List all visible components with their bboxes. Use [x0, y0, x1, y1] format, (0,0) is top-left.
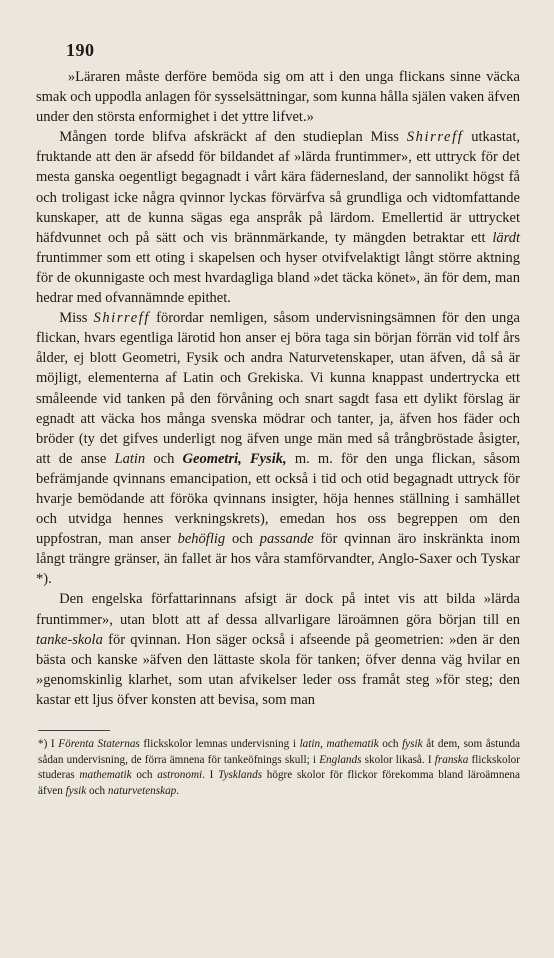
text-run: och [145, 450, 183, 467]
page-number: 190 [66, 40, 95, 60]
text-run: och [378, 738, 403, 750]
emphasized-text: Englands [319, 753, 362, 766]
text-run: för qvinnan. Hon säger också i afseende på geometrien: »den är den bästa och kanske »äfven den lättaste skola för tanken; öfver denna väg hvilar en »genomskinlig klarhet, som utan afvikelser leder oss framåt steg »för steg; den kastar ett ljus öfver konsten att bevisa, som man [36, 631, 520, 708]
text-run: Den engelska författarinnans afsigt är dock på intet vis att bilda »lärda fruntimmer», utan blott att af dessa allvarligare läroämnen göra början till en [36, 591, 520, 628]
paragraph [36, 308, 520, 589]
text-run: Miss [59, 310, 94, 327]
text-run: utkastat, fruktande att den är afsedd för bildandet af »lärda fruntimmer», ett uttryck för det mesta ganska oegentligt begagnadt i vårt kära fädernesland, der sannolikt högst få och troligast icke några qvinnor lyckas förvärfva så grundliga och vidtomfattande kunskaper, att de kunna sägas ega anspråk på lärdom. Emellertid är uttrycket häfdvunnet och på sätt och vis brännmärkande, ty mängden betraktar ett [36, 129, 520, 246]
emphasized-text: Shirreff [406, 129, 464, 146]
emphasized-text: tanke-skola [36, 631, 103, 648]
paragraph [36, 67, 520, 127]
text-run: för qvinnan äro inskränkta inom långt trängre gränser, än fallet är hos våra stamförvandter, Anglo-Saxer och Tyskar *). [36, 531, 521, 588]
text-run: . [176, 784, 180, 797]
text-run: Mången torde blifva afskräckt af den studieplan Miss [59, 129, 407, 146]
emphasized-text: Tysklands [218, 769, 263, 781]
emphasized-text: Latin [114, 450, 146, 467]
footnote [36, 737, 520, 799]
text-run: och [225, 531, 260, 548]
text-run: *) I [38, 738, 59, 750]
emphasized-text: Shirreff [93, 310, 151, 327]
paragraph [36, 127, 520, 308]
emphasized-text: mathematik [79, 769, 132, 781]
text-run: högre skolor för flickor förekomma bland läroämnena äfven [38, 769, 520, 797]
emphasized-text: fysik [402, 738, 423, 750]
emphasized-text: lärdt [492, 229, 520, 246]
footnote-rule [38, 730, 110, 731]
emphasized-text: astronomi [157, 769, 203, 781]
paragraph [36, 589, 520, 710]
body-text [36, 67, 520, 710]
text-run: flickskolor studeras [38, 753, 520, 781]
emphasized-text: behöflig [177, 531, 226, 548]
text-run: . I [202, 769, 219, 781]
emphasized-text: Geometri, Fysik, [182, 450, 287, 467]
emphasized-text: Förenta Staternas [58, 738, 140, 750]
text-run: flickskolor lemnas undervisning i [139, 738, 300, 750]
emphasized-text: franska [434, 753, 469, 766]
text-run: och [86, 784, 108, 797]
text-run: fruntimmer som ett oting i skapelsen och hyser otvifvelaktigt långt större aktning för de okunnigaste och mest hvardagliga bland »det täcka könet», än för dem, man hedrar med ofvannämnde epithet. [36, 249, 520, 307]
text-run: och [131, 769, 158, 781]
emphasized-text: latin, mathematik [299, 738, 379, 750]
emphasized-text: naturvetenskap [107, 784, 177, 797]
text-run: m. m. för den unga flickan, såsom befrämjande qvinnans emancipation, ett också i tid och otid begagnadt uttryck för hvarje bemödande att föröka qvinnans insigter, höja hennes ställning i samhället och utvidga hennes verkningskrets), emedan hos oss begreppen om den uppfostran, man anser [36, 450, 521, 548]
text-run: åt dem, som åstunda sådan undervisning, de förra ämnena för tankeöfnings skull; i [38, 738, 521, 766]
emphasized-text: fysik [65, 784, 87, 797]
text-run: »Läraren måste derföre bemöda sig om att i den unga flickans sinne väcka smak och uppodla anlagen för sysselsättningar, som kunna hålla själen vaken äfven under den största enformighet i det yttre lifvet.» [36, 69, 520, 126]
text-run: förordar nemligen, såsom undervisningsämnen för den unga flickan, hvars egentliga lärotid hon anser ej böra taga sin början förrän vid tolf års ålder, ej blott Geometri, Fysik och andra Naturvetenskaper, utan äfven, då så är möjligt, elementerna af Latin och Grekiska. Vi kunna knappast undertrycka ett småleende vid tanken på den förvåning och snart sagdt fasa ett dylikt förslag är egnadt att väcka hos många svenska mödrar och tanter, ja, äfven hos fäder och bröder (ty det gifves underligt nog äfven unge män med så trångbröstade åsigter, att de anse [36, 310, 520, 467]
emphasized-text: passande [259, 531, 314, 548]
text-run: skolor likaså. I [361, 753, 435, 766]
